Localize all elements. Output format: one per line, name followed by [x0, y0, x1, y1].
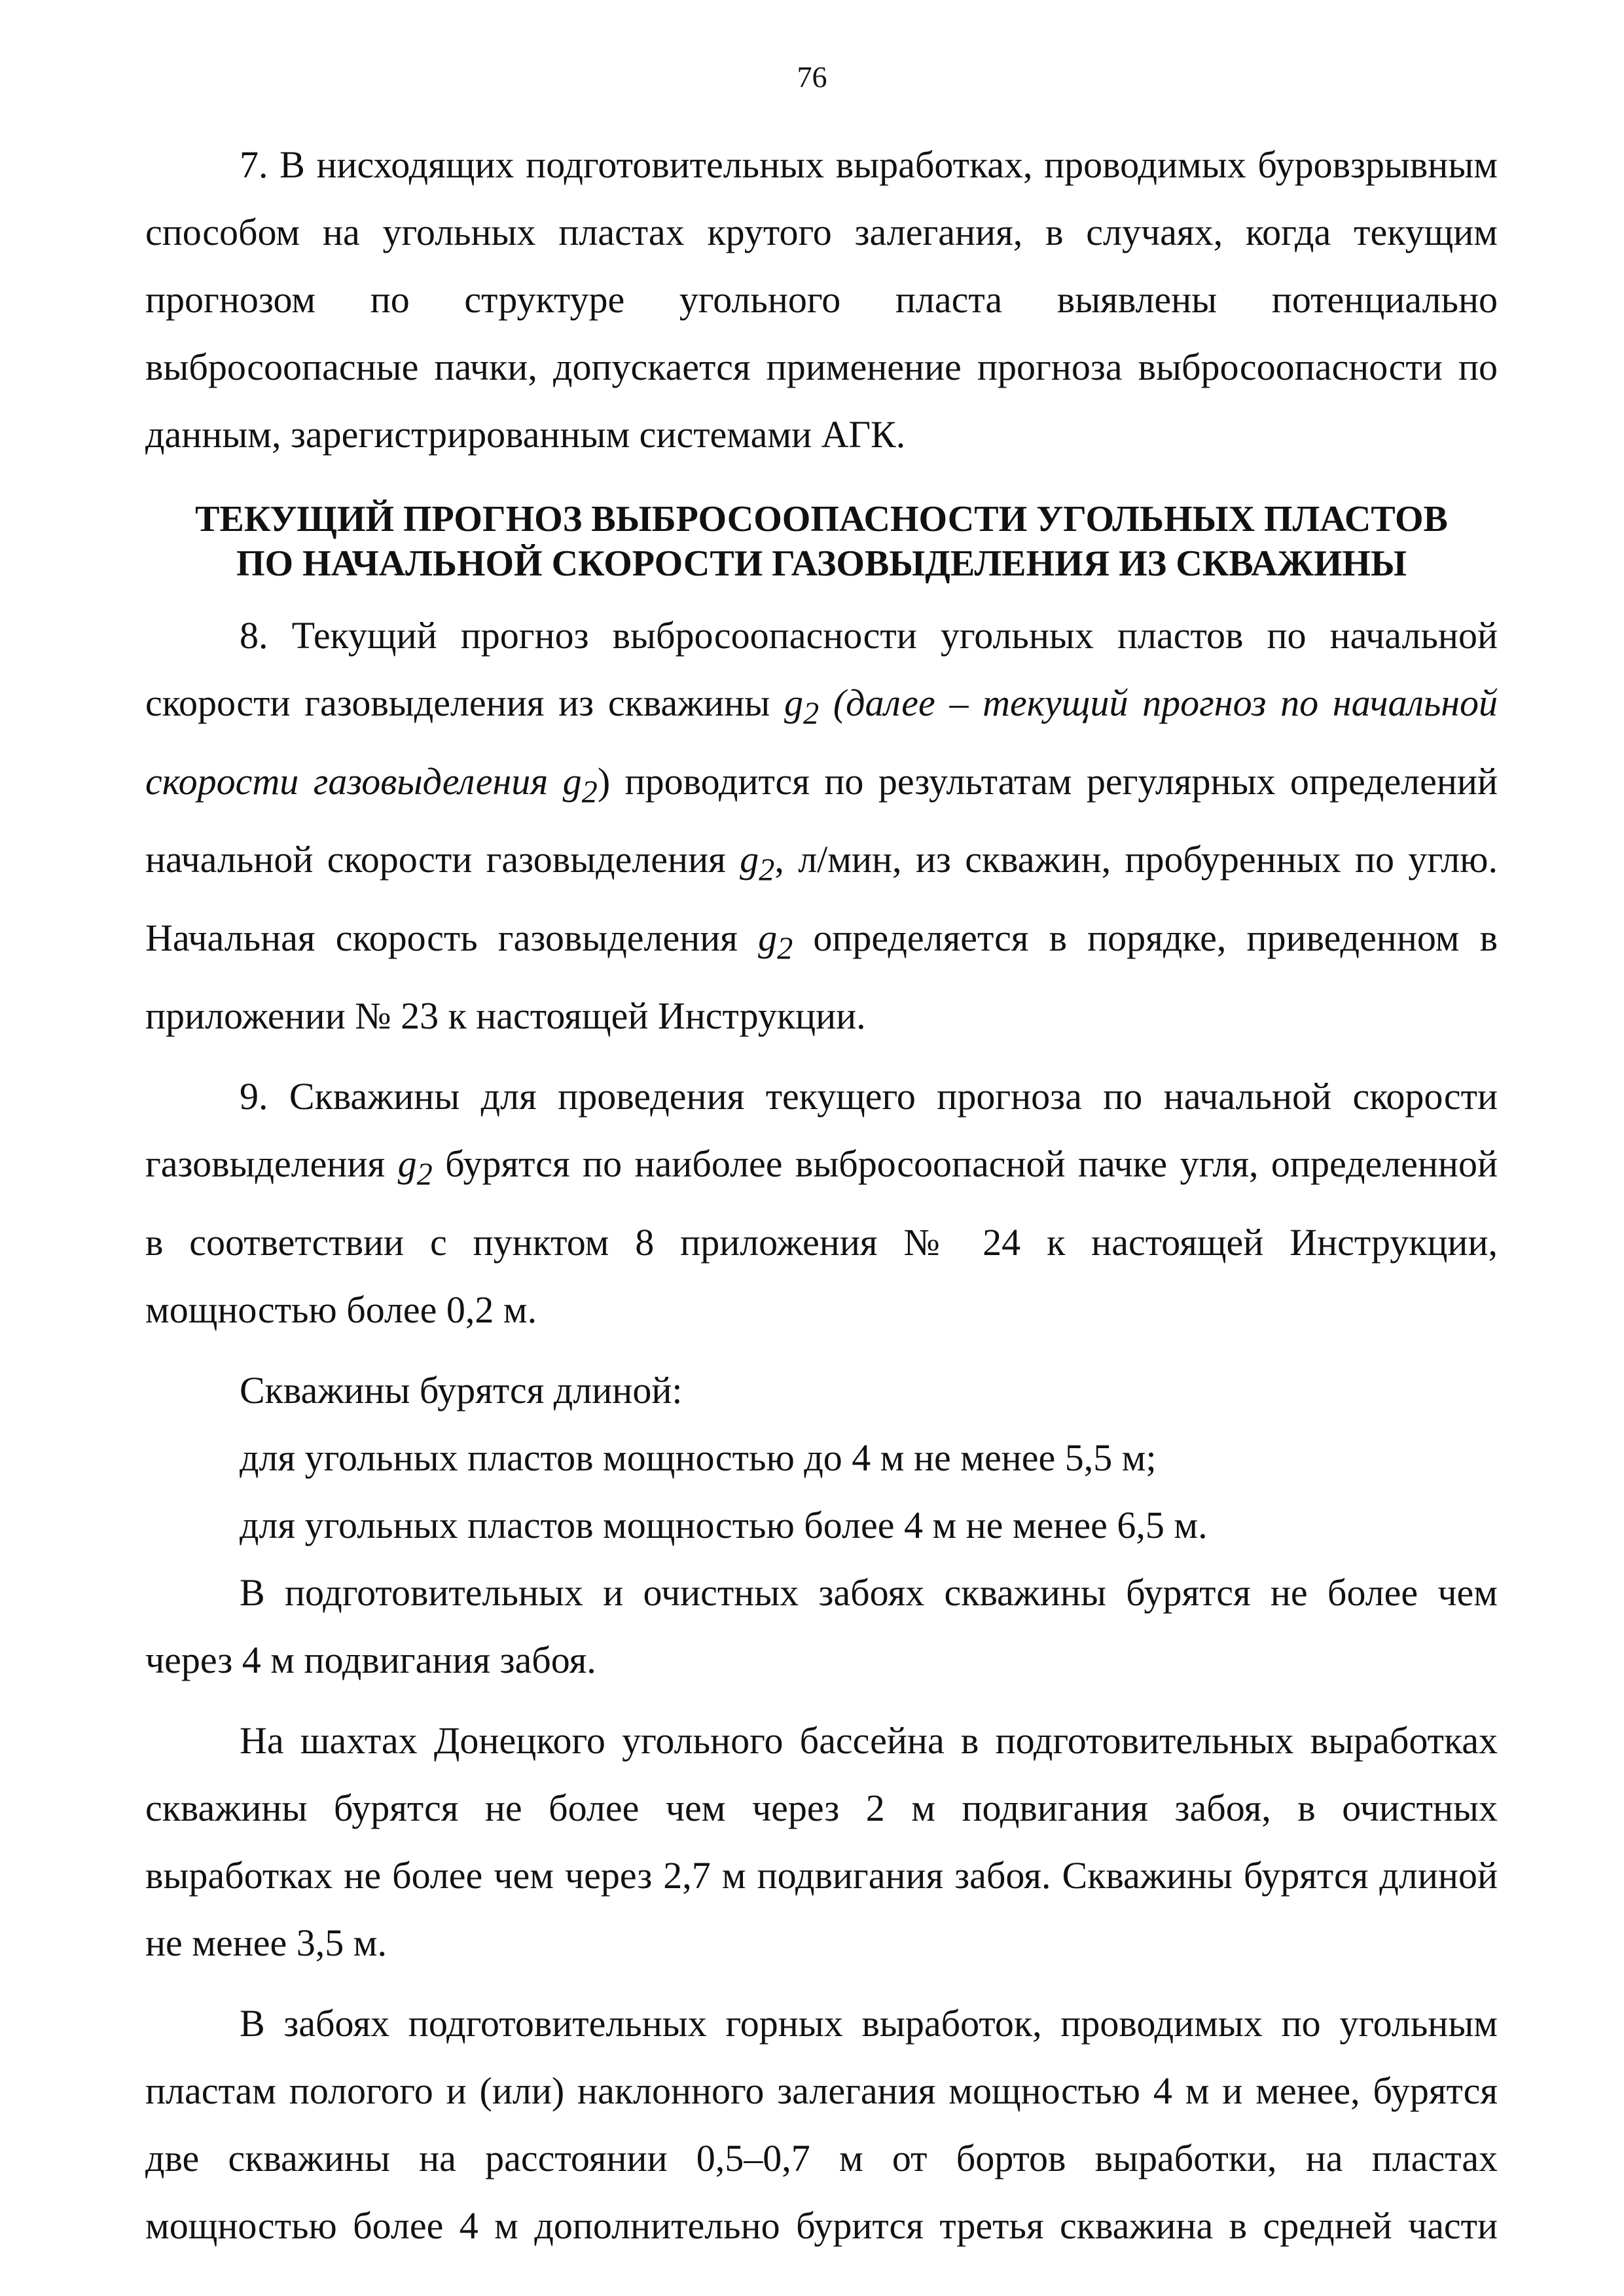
g2-subscript: 2	[803, 696, 820, 731]
length-item-1: для угольных пластов мощностью до 4 м не менее 5,5 м;	[240, 1436, 1157, 1479]
g2-letter: g	[784, 682, 803, 724]
g2-letter: g	[397, 1142, 417, 1186]
paragraph-donetsk: На шахтах Донецкого угольного бассейна в подготовительных выработках скважины бурятся не более чем через 2 м подвигания забоя, в очистных выработках не более чем через 2,7 м подвигания забоя. Скважины бурятся длиной не менее 3,5 м.	[145, 1719, 1498, 1964]
g2-subscript: 2	[759, 852, 775, 888]
paragraph-last: В забоях подготовительных горных выработок, проводимых по угольным пластам пологого и (или) наклонного залегания мощностью 4 м и менее, бурятся две скважины на расстоянии 0,5–0,7 м от бортов выработки, на пластах мощностью более 4 м дополнительно бурится третья скважина в средней части	[145, 2001, 1498, 2247]
g2-symbol	[784, 682, 820, 731]
g2-letter: g	[758, 916, 778, 959]
paragraph-8-italic-note: (далее – текущий прогноз по начальной скорости газовыделения	[145, 682, 1498, 803]
page-content	[145, 131, 1498, 2259]
paragraph-8-text-1: 8. Текущий прогноз выбросоопасности угольных пластов по начальной скорости газовыделения из скважины	[145, 614, 1498, 724]
paragraph-faces: В подготовительных и очистных забоях скважины бурятся не более чем через 4 м подвигания забоя.	[145, 1571, 1498, 1681]
paragraph-8-text-5: определяется в порядке, приведенном в приложении № 23 к настоящей Инструкции.	[145, 916, 1498, 1038]
paragraph-8	[145, 602, 1498, 1049]
paragraph-9-text-1: 9. Скважины для проведения текущего прогноза по начальной скорости газовыделения	[145, 1075, 1498, 1186]
paragraph-8-text-4: , л/мин, из скважин, пробуренных по углю. Начальная скорость газовыделения	[145, 838, 1498, 959]
paragraph-8-text-3: ) проводится по результатам регулярных определений начальной скорости газовыделения	[145, 759, 1498, 881]
g2-letter: g	[562, 759, 582, 803]
section-heading-line-1: ТЕКУЩИЙ ПРОГНОЗ ВЫБРОСООПАСНОСТИ УГОЛЬНЫХ ПЛАСТОВ	[195, 499, 1448, 539]
section-heading	[145, 497, 1498, 586]
g2-subscript: 2	[777, 931, 793, 966]
g2-letter: g	[740, 838, 759, 881]
length-intro: Скважины бурятся длиной:	[240, 1368, 683, 1412]
length-item-2: для угольных пластов мощностью более 4 м не менее 6,5 м.	[240, 1503, 1208, 1546]
g2-subscript: 2	[416, 1157, 433, 1192]
paragraph-7: 7. В нисходящих подготовительных выработках, проводимых буровзрывным способом на угольных пластах крутого залегания, в случаях, когда текущим прогнозом по структуре угольного пласта выявлены потенциально выбросоопасные пачки, допускается применение прогноза выбросоопасности по данным, зарегистрированным системами АГК.	[145, 143, 1498, 456]
g2-symbol	[562, 759, 598, 810]
g2-symbol	[740, 838, 775, 888]
paragraph-9-text-2: бурятся по наиболее выбросоопасной пачке угля, определенной в соответствии с пунктом 8 приложения № 24 к настоящей Инструкции, мощностью более 0,2 м.	[145, 1142, 1498, 1331]
paragraph-9	[145, 1063, 1498, 1343]
g2-symbol	[397, 1142, 433, 1192]
g2-subscript: 2	[581, 774, 598, 810]
g2-symbol	[758, 916, 793, 966]
section-heading-line-2: ПО НАЧАЛЬНОЙ СКОРОСТИ ГАЗОВЫДЕЛЕНИЯ ИЗ СКВАЖИНЫ	[236, 543, 1407, 584]
page-number: 76	[797, 60, 827, 94]
